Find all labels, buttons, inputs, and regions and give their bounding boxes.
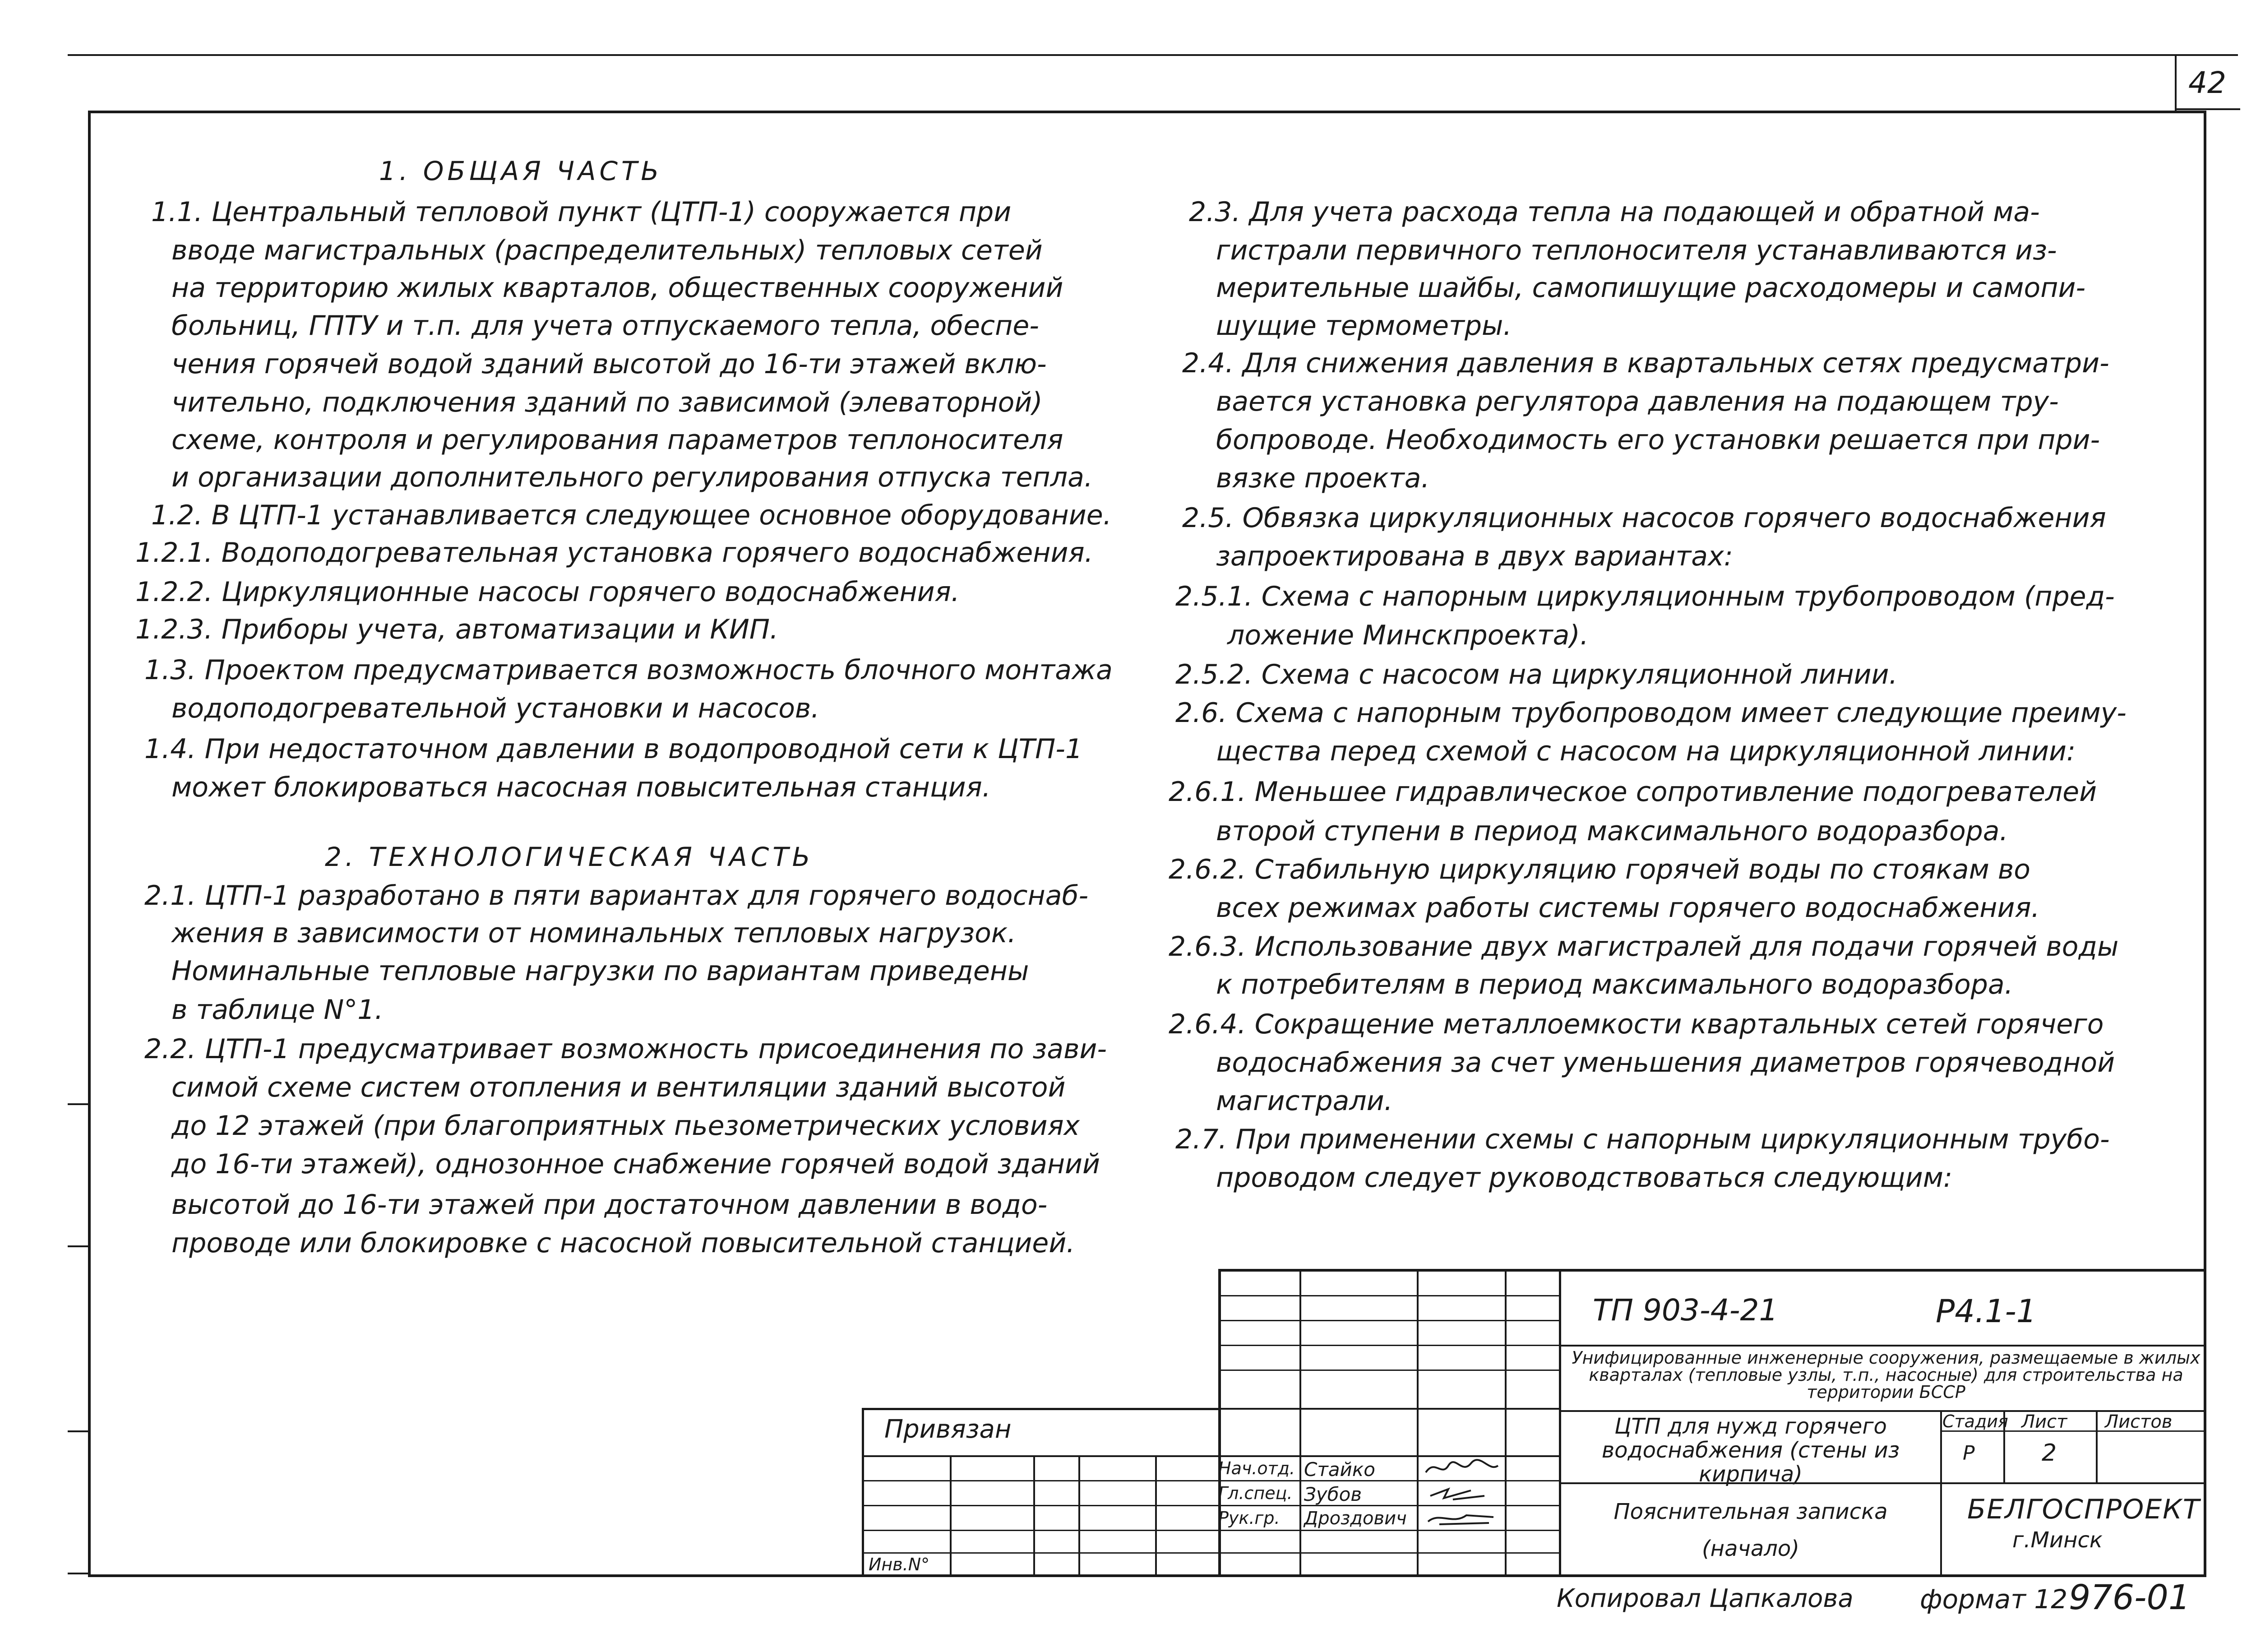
text-line: на территорию жилых кварталов, общественных сооружений bbox=[171, 272, 1063, 304]
stamp-line bbox=[862, 1408, 864, 1577]
text-line: 2.6.4. Сокращение металлоемкости квартальных сетей горячего bbox=[1169, 1009, 2104, 1040]
stamp-line bbox=[1940, 1482, 1942, 1577]
tied-label: Привязан bbox=[884, 1415, 1012, 1444]
text-line: симой схеме систем отопления и вентиляции зданий высотой bbox=[171, 1072, 1066, 1103]
stamp-line bbox=[862, 1552, 1561, 1554]
stamp-line bbox=[1218, 1370, 1561, 1371]
text-line: вязке проекта. bbox=[1216, 463, 1430, 494]
stamp-line bbox=[862, 1530, 1561, 1531]
text-line: гистрали первичного теплоносителя устанавливаются из- bbox=[1216, 235, 2057, 266]
stamp-line bbox=[1218, 1320, 1561, 1321]
text-line: 1.1. Центральный тепловой пункт (ЦТП-1) сооружается при bbox=[151, 196, 1012, 228]
role-name: Дроздович bbox=[1304, 1508, 1407, 1529]
text-line: проводом следует руководствоваться следующим: bbox=[1216, 1162, 1953, 1194]
margin-tick bbox=[68, 1573, 88, 1574]
text-line: в таблице N°1. bbox=[171, 994, 384, 1026]
text-line: бопроводе. Необходимость его установки решается при при- bbox=[1216, 424, 2100, 456]
text-line: ложение Минскпроекта). bbox=[1227, 620, 1589, 651]
text-line: больниц, ГПТУ и т.п. для учета отпускаемого тепла, обеспе- bbox=[171, 310, 1039, 342]
role-label: Рук.гр. bbox=[1218, 1508, 1280, 1528]
text-line: и организации дополнительного регулирования отпуска тепла. bbox=[171, 462, 1093, 493]
project-title: Унифицированные инженерные сооружения, размещаемые в жилых кварталах (тепловые узлы, т.п., насосные) для строительства на территории БССР bbox=[1572, 1348, 2201, 1402]
doc-title: Пояснительная записка (начало) bbox=[1613, 1499, 1888, 1561]
role-label: Нач.отд. bbox=[1218, 1458, 1295, 1478]
stamp-line bbox=[1218, 1345, 1561, 1346]
stamp-line bbox=[862, 1505, 1561, 1506]
stamp-line bbox=[1561, 1345, 2206, 1347]
sheet-number-divider bbox=[2175, 54, 2177, 111]
role-label: Гл.спец. bbox=[1218, 1483, 1293, 1503]
stamp-line bbox=[1218, 1408, 1561, 1410]
signature-image bbox=[1421, 1482, 1502, 1505]
text-line: магистрали. bbox=[1216, 1085, 1393, 1117]
text-line: чительно, подключения зданий по зависимой (элеваторной) bbox=[171, 387, 1043, 418]
text-line: жения в зависимости от номинальных тепловых нагрузок. bbox=[171, 917, 1017, 949]
sheet-label: Лист bbox=[2021, 1411, 2067, 1432]
text-line: до 12 этажей (при благоприятных пьезометрических условиях bbox=[171, 1110, 1080, 1142]
text-line: 2.2. ЦТП-1 предусматривает возможность присоединения по зави- bbox=[144, 1033, 1107, 1065]
text-line: к потребителям в период максимального водоразбора. bbox=[1216, 969, 2013, 1000]
top-trim-line bbox=[68, 54, 2238, 56]
margin-tick bbox=[68, 1103, 88, 1105]
text-line: до 16-ти этажей), однозонное снабжение горячей водой зданий bbox=[171, 1148, 1100, 1180]
stamp-line bbox=[862, 1480, 1561, 1481]
text-line: может блокироваться насосная повысительная станция. bbox=[171, 772, 991, 803]
sheet-value: 2 bbox=[2042, 1439, 2057, 1467]
stamp-line bbox=[2096, 1410, 2098, 1482]
text-line: мерительные шайбы, самопишущие расходомеры и самопи- bbox=[1216, 272, 2086, 304]
text-line: вается установка регулятора давления на подающем тру- bbox=[1216, 386, 2059, 417]
stamp-line bbox=[1078, 1455, 1080, 1577]
doc-code: ТП 903-4-21 bbox=[1593, 1293, 1778, 1328]
text-line: 2.6. Схема с напорным трубопроводом имеет следующие преиму- bbox=[1175, 697, 2127, 729]
text-line: 2.4. Для снижения давления в квартальных сетях предусматри- bbox=[1182, 347, 2109, 379]
format-label: формат 12 bbox=[1920, 1584, 2068, 1615]
stamp-line bbox=[1940, 1410, 1942, 1482]
role-name: Зубов bbox=[1304, 1483, 1362, 1505]
section-heading: 1. ОБЩАЯ ЧАСТЬ bbox=[379, 156, 663, 186]
text-line: схеме, контроля и регулирования параметров теплоносителя bbox=[171, 424, 1063, 456]
text-line: всех режимах работы системы горячего водоснабжения. bbox=[1216, 892, 2040, 924]
text-line: 1.2. В ЦТП-1 устанавливается следующее основное оборудование. bbox=[151, 500, 1112, 531]
text-line: 2.1. ЦТП-1 разработано в пяти вариантах для горячего водоснаб- bbox=[144, 880, 1089, 912]
stamp-line bbox=[1155, 1455, 1157, 1577]
sheet-number-underline bbox=[2175, 108, 2240, 110]
text-line: чения горячей водой зданий высотой до 16-ти этажей вклю- bbox=[171, 348, 1047, 380]
signature-image bbox=[1421, 1457, 1502, 1479]
text-line: 2.5.2. Схема с насосом на циркуляционной линии. bbox=[1175, 659, 1898, 690]
doc-number: 976-01 bbox=[2069, 1577, 2191, 1617]
text-line: водоснабжения за счет уменьшения диаметров горячеводной bbox=[1216, 1047, 2115, 1078]
text-line: шущие термометры. bbox=[1216, 310, 1512, 342]
stage-value: Р bbox=[1963, 1442, 1975, 1465]
text-line: водоподогревательной установки и насосов. bbox=[171, 693, 820, 724]
text-line: 2.6.1. Меньшее гидравлическое сопротивление подогревателей bbox=[1169, 776, 2097, 808]
sheet-number: 42 bbox=[2188, 65, 2226, 100]
city: г.Минск bbox=[2012, 1527, 2103, 1553]
sheets-label: Листов bbox=[2105, 1411, 2173, 1432]
text-line: второй ступени в период максимального водоразбора. bbox=[1216, 815, 2008, 847]
signature-image bbox=[1421, 1507, 1502, 1530]
margin-tick bbox=[68, 1430, 88, 1432]
text-line: 1.2.3. Приборы учета, автоматизации и КИП. bbox=[135, 614, 779, 645]
role-name: Стайко bbox=[1304, 1458, 1375, 1481]
text-line: 1.2.1. Водоподогревательная установка горячего водоснабжения. bbox=[135, 537, 1093, 569]
stage-label: Стадия bbox=[1942, 1411, 2008, 1431]
text-line: 2.6.2. Стабильную циркуляцию горячей воды по стоякам во bbox=[1169, 854, 2030, 885]
text-line: 2.5. Обвязка циркуляционных насосов горячего водоснабжения bbox=[1182, 502, 2106, 534]
copied-by: Копировал Цапкалова bbox=[1557, 1584, 1854, 1613]
text-line: щества перед схемой с насосом на циркуляционной линии: bbox=[1216, 736, 2076, 767]
organization: БЕЛГОСПРОЕКТ bbox=[1967, 1494, 2201, 1525]
text-line: проводе или блокировке с насосной повысительной станцией. bbox=[171, 1227, 1075, 1259]
text-line: 2.7. При применении схемы с напорным циркуляционным трубо- bbox=[1175, 1124, 2110, 1155]
text-line: 2.6.3. Использование двух магистралей для подачи горячей воды bbox=[1169, 931, 2119, 963]
stamp-line bbox=[1218, 1295, 1561, 1296]
stamp-line bbox=[950, 1455, 952, 1577]
inv-label: Инв.N° bbox=[869, 1555, 930, 1574]
section-heading: 2. ТЕХНОЛОГИЧЕСКАЯ ЧАСТЬ bbox=[325, 842, 814, 872]
text-line: 1.3. Проектом предусматривается возможность блочного монтажа bbox=[144, 654, 1113, 686]
text-line: запроектирована в двух вариантах: bbox=[1216, 541, 1733, 572]
text-line: 1.2.2. Циркуляционные насосы горячего водоснабжения. bbox=[135, 576, 960, 608]
stamp-line bbox=[862, 1408, 1221, 1410]
stamp-line bbox=[1033, 1455, 1035, 1577]
margin-tick bbox=[68, 1245, 88, 1247]
text-line: Номинальные тепловые нагрузки по вариантам приведены bbox=[171, 955, 1029, 987]
sheet-code: Р4.1-1 bbox=[1936, 1293, 2037, 1330]
text-line: 2.3. Для учета расхода тепла на подающей и обратной ма- bbox=[1189, 196, 2040, 228]
stamp-line bbox=[1218, 1269, 2206, 1272]
text-line: 1.4. При недостаточном давлении в водопроводной сети к ЦТП-1 bbox=[144, 733, 1083, 765]
object-title: ЦТП для нужд горячего водоснабжения (стены из кирпича) bbox=[1601, 1414, 1900, 1487]
text-line: вводе магистральных (распределительных) тепловых сетей bbox=[171, 235, 1043, 266]
text-line: высотой до 16-ти этажей при достаточном давлении в водо- bbox=[171, 1189, 1048, 1221]
text-line: 2.5.1. Схема с напорным циркуляционным трубопроводом (пред- bbox=[1175, 581, 2115, 612]
